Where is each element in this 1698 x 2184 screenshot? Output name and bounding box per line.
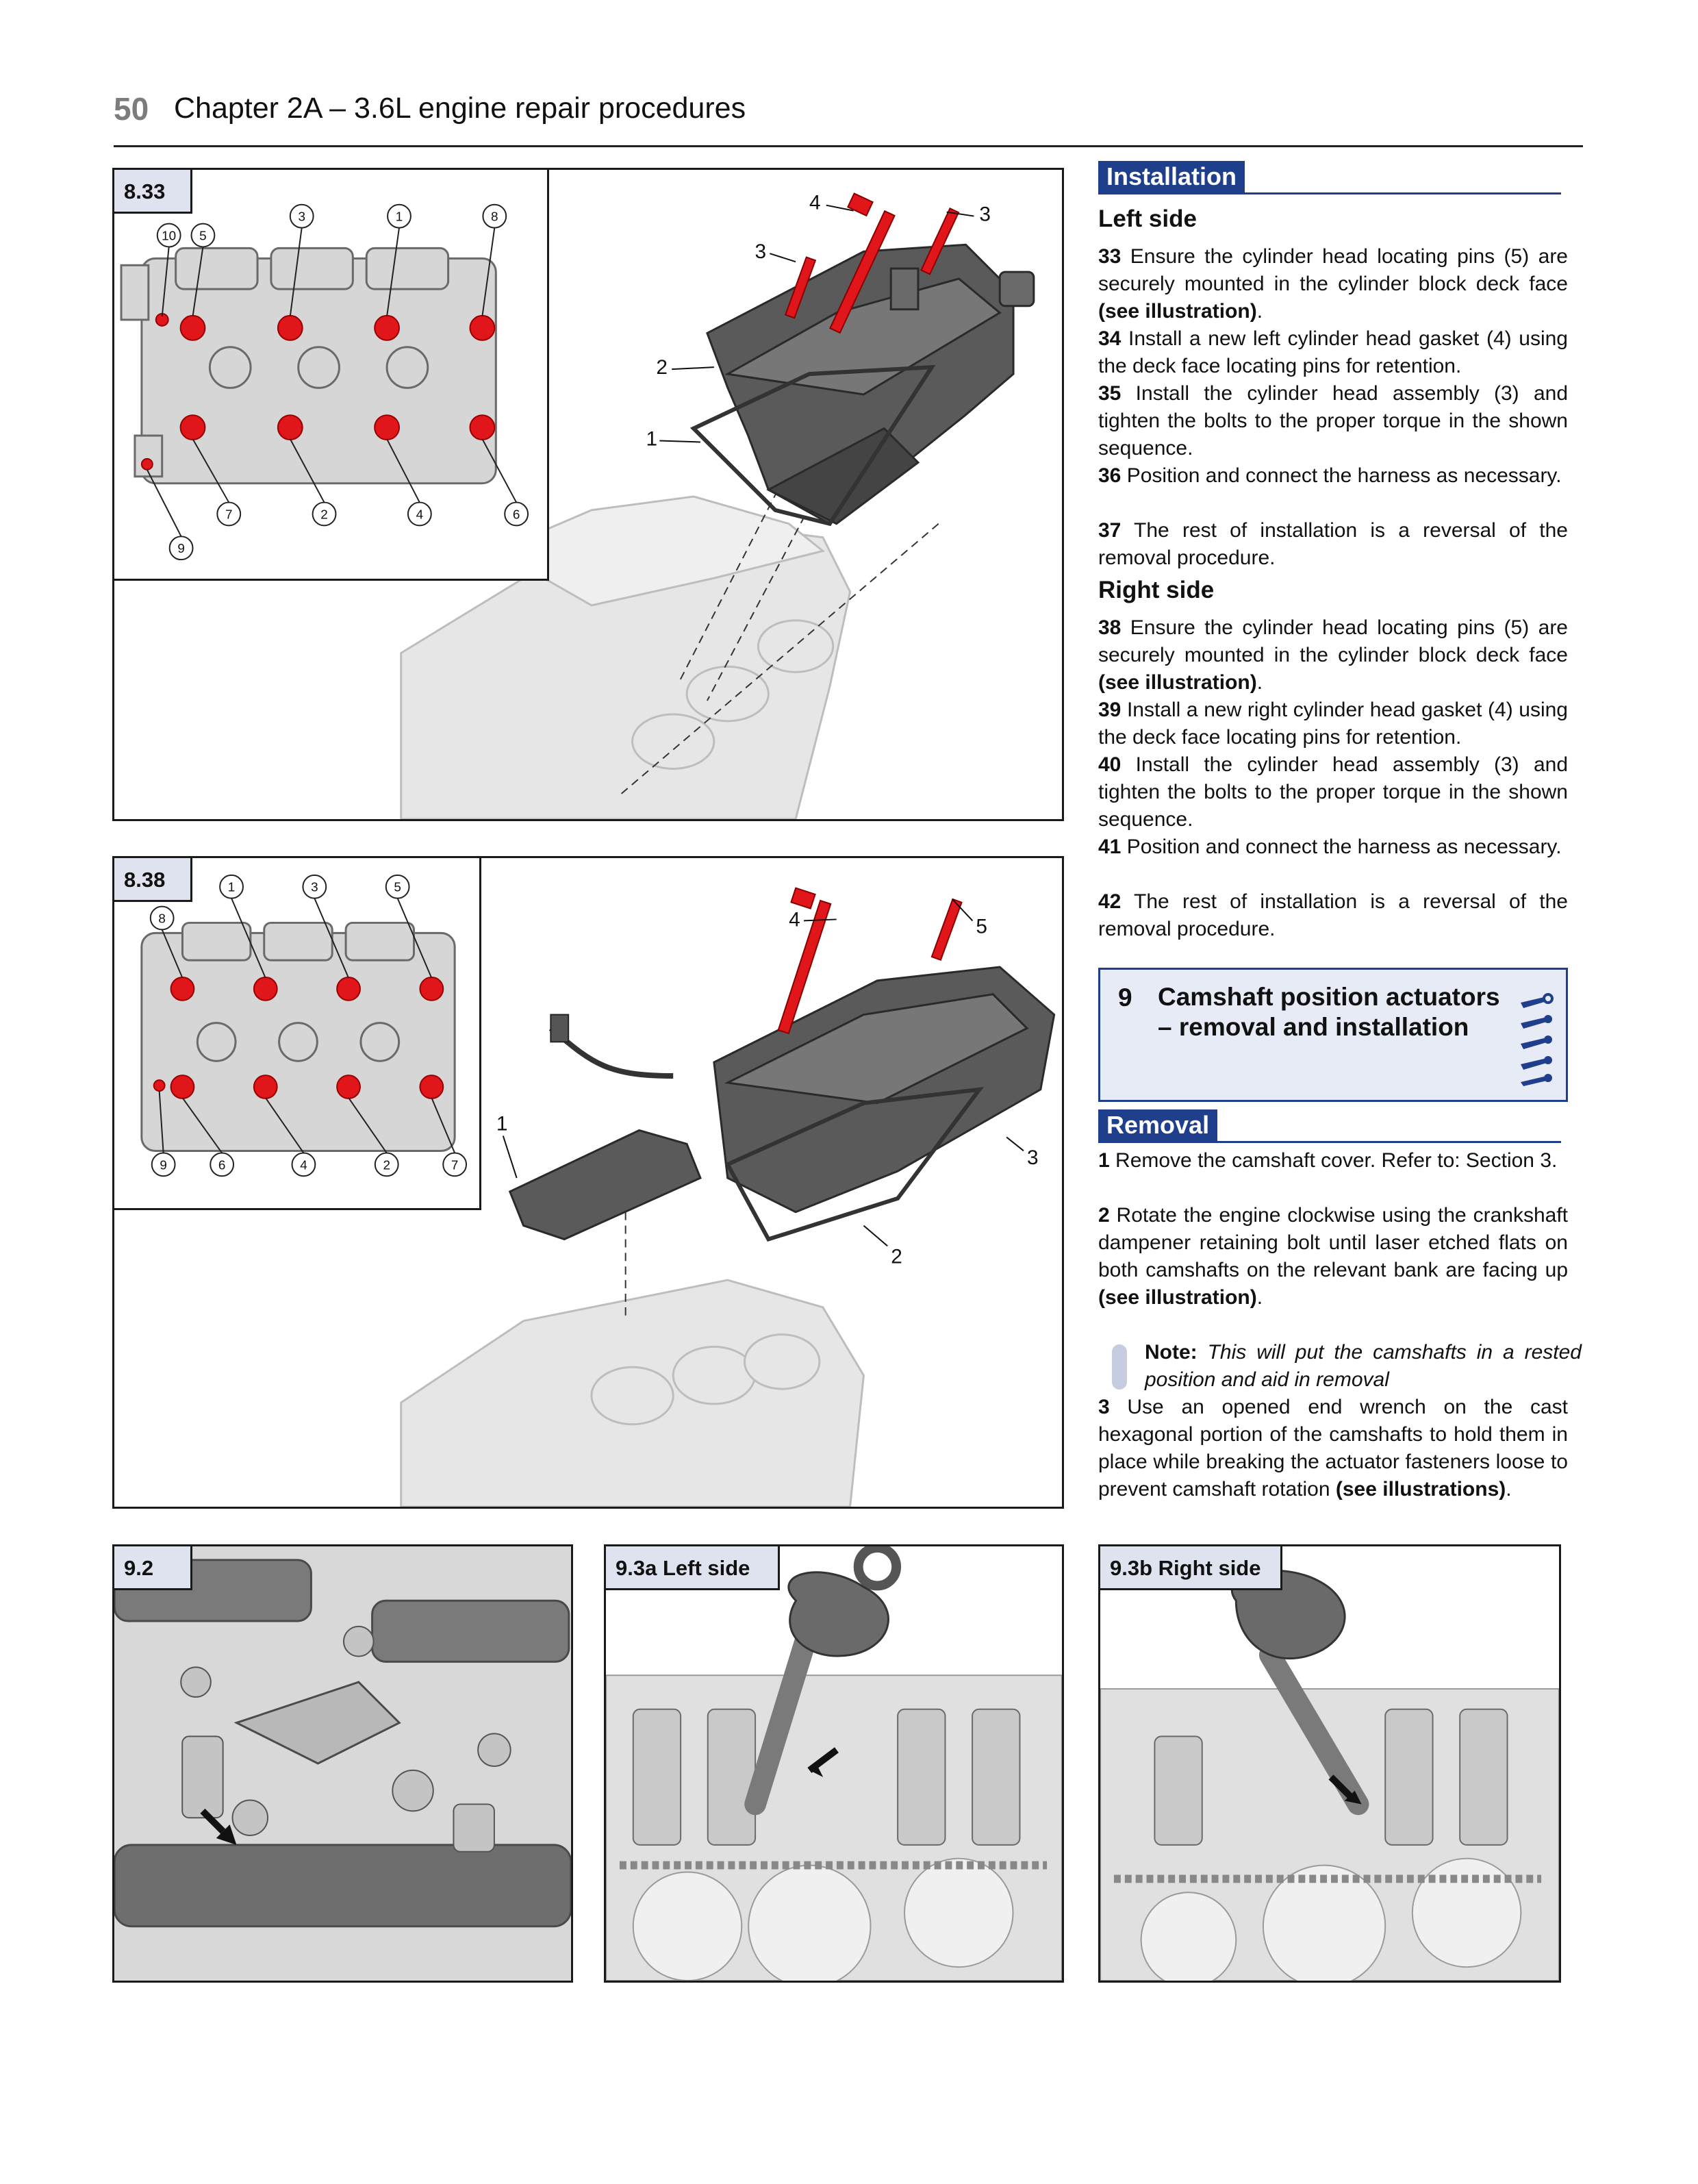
- inset-callout-3: 3: [298, 210, 305, 225]
- wrench-on-camshaft-illustration: [606, 1546, 1062, 1981]
- wrench-difficulty-icon: [1517, 990, 1555, 1086]
- callout-4: 4: [809, 191, 821, 214]
- figure-label-9-2: 9.2: [114, 1546, 192, 1590]
- inset-callout-5: 5: [199, 229, 207, 244]
- callout-2: 2: [656, 356, 668, 379]
- inset-callout-1: 1: [395, 210, 403, 225]
- removal-step-3: 3 Use an opened end wrench on the cast hexagonal portion of the camshafts to hold them in place while breaking the actuator fasteners loose to prevent camshaft rotation (see illustrations).: [1098, 1396, 1568, 1501]
- inset-callout-4: 4: [300, 1158, 307, 1173]
- callout-3a: 3: [979, 203, 991, 226]
- callout-3: 3: [1026, 1146, 1039, 1170]
- bolt-sequence-inset: [114, 858, 481, 1210]
- inset-callout-2: 2: [320, 507, 328, 523]
- see-illustration-link[interactable]: (see illustration): [1098, 671, 1257, 694]
- figure-label-9-3b: 9.3b Right side: [1100, 1546, 1282, 1590]
- inset-callout-1: 1: [227, 880, 236, 895]
- note-text: This will put the camshafts in a rested position and aid in removal: [1145, 1341, 1582, 1391]
- figure-8-33: [112, 168, 1064, 821]
- figure-9-2: [112, 1544, 573, 1983]
- inset-callout-9: 9: [177, 542, 185, 557]
- figure-label-8-38: 8.38: [114, 858, 192, 902]
- page-header: [114, 88, 1583, 147]
- figure-label-8-33: 8.33: [114, 170, 192, 214]
- section-number: 9: [1118, 983, 1132, 1012]
- figure-9-3a: [604, 1544, 1064, 1983]
- step-33: 33 Ensure the cylinder head locating pins (5) are securely mounted in the cylinder block deck face (see illustration).: [1098, 245, 1568, 323]
- callout-5: 5: [976, 915, 987, 938]
- inset-callout-7: 7: [451, 1158, 459, 1173]
- step-38: 38 Ensure the cylinder head locating pins (5) are securely mounted in the cylinder block deck face (see illustration).: [1098, 616, 1568, 694]
- wrench-on-camshaft-illustration: [1100, 1546, 1559, 1981]
- removal-tab-label: Removal: [1098, 1109, 1217, 1141]
- figure-9-3b: [1098, 1544, 1561, 1983]
- section-title: Camshaft position actuators – removal and installation: [1158, 983, 1500, 1041]
- removal-step-1: 1 Remove the camshaft cover. Refer to: Section 3.: [1098, 1149, 1558, 1172]
- section-9-header-box: [1098, 968, 1568, 1102]
- step-37: 37 The rest of installation is a reversal of the removal procedure.: [1098, 519, 1568, 569]
- see-illustration-link[interactable]: (see illustration): [1098, 1286, 1257, 1309]
- callout-1: 1: [646, 427, 658, 451]
- inset-callout-6: 6: [512, 507, 520, 523]
- installation-tab: [1098, 161, 1561, 194]
- installation-tab-label: Installation: [1098, 161, 1245, 192]
- chapter-title: Chapter 2A – 3.6L engine repair procedures: [174, 92, 746, 125]
- note-marker: [1112, 1344, 1127, 1390]
- step-39: 39 Install a new right cylinder head gasket (4) using the deck face locating pins for retention.: [1098, 699, 1568, 749]
- inset-callout-7: 7: [225, 507, 233, 523]
- page-number: 50: [114, 91, 149, 127]
- removal-tab: [1098, 1109, 1561, 1143]
- inset-callout-3: 3: [311, 880, 318, 895]
- see-illustration-link[interactable]: (see illustration): [1098, 300, 1257, 323]
- step-42: 42 The rest of installation is a reversal of the removal procedure.: [1098, 890, 1568, 940]
- step-36: 36 Position and connect the harness as necessary.: [1098, 464, 1562, 487]
- callout-4: 4: [789, 908, 800, 931]
- inset-callout-2: 2: [383, 1158, 390, 1173]
- step-34: 34 Install a new left cylinder head gasket (4) using the deck face locating pins for retention.: [1098, 327, 1568, 377]
- bolt-sequence-inset: [114, 170, 549, 581]
- right-side-heading: Right side: [1098, 577, 1215, 603]
- inset-callout-9: 9: [160, 1158, 167, 1173]
- inset-callout-8: 8: [158, 912, 166, 927]
- step-41: 41 Position and connect the harness as necessary.: [1098, 836, 1562, 858]
- callout-3b: 3: [755, 240, 767, 264]
- inset-callout-10: 10: [162, 229, 177, 244]
- note-label: Note:: [1145, 1341, 1198, 1364]
- step-35: 35 Install the cylinder head assembly (3) and tighten the bolts to the proper torque in the shown sequence.: [1098, 382, 1569, 460]
- removal-step-2: 2 Rotate the engine clockwise using the crankshaft dampener retaining bolt until laser etched flats on both camshafts on the relevant bank are facing up (see illustration).: [1098, 1204, 1568, 1309]
- see-illustrations-link[interactable]: (see illustrations): [1335, 1478, 1506, 1501]
- callout-2: 2: [891, 1245, 902, 1268]
- inset-callout-6: 6: [218, 1158, 226, 1173]
- figure-label-9-3a: 9.3a Left side: [606, 1546, 780, 1590]
- left-side-heading: Left side: [1098, 205, 1197, 232]
- inset-callout-8: 8: [491, 210, 498, 225]
- figure-8-38: [112, 856, 1064, 1509]
- camshaft-closeup-illustration: [114, 1546, 571, 1981]
- inset-callout-4: 4: [416, 507, 424, 523]
- inset-callout-5: 5: [394, 880, 401, 895]
- callout-1: 1: [496, 1112, 508, 1135]
- step-40: 40 Install the cylinder head assembly (3) and tighten the bolts to the proper torque in the shown sequence.: [1098, 753, 1569, 831]
